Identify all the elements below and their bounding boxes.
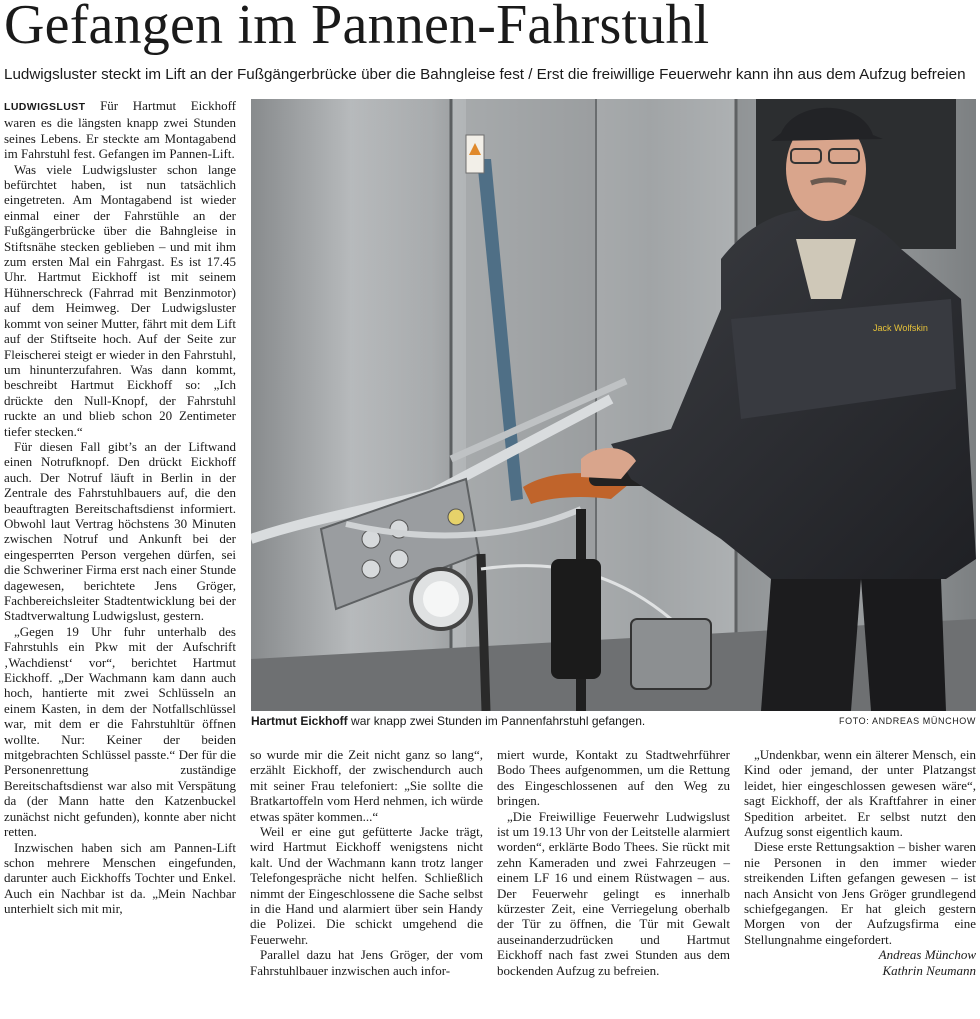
svg-text:Jack Wolfskin: Jack Wolfskin: [873, 323, 928, 333]
paragraph: Parallel dazu hat Jens Gröger, der vom Fahrstuhlbauer inzwischen auch infor-: [250, 947, 483, 978]
paragraph: Inzwischen haben sich am Pannen-Lift schon mehrere Menschen eingefunden, darunter auch Eickhoffs Tochter und Enkel. Auch ein Nachbar ist da. „Mein Nachbar unterhielt sich mit mir,: [4, 839, 236, 917]
elevator-photo: [251, 99, 976, 711]
dateline: LUDWIGSLUST: [4, 101, 86, 113]
paragraph: „Gegen 19 Uhr fuhr unterhalb des Fahrstuhls ein Pkw mit der Aufschrift ‚Wachdienst‘ vor“, berichtet Hartmut Eickhoff. „Der Wachmann kam dann auch hoch, hantierte mit zwei Schlüsseln an einem Kasten, in dem der Notfallschlüssel war, mit dem er die Fahrstuhltür öffnen wollte. Nur: Keiner der beiden mitgebrachten Schlüssel passte.“ Der für die Personenrettung zuständige Bereitschaftsdienst war also mit Verspätung da (der Mann hatte den Katzenbuckel zunächst nicht gefunden), konnte aber nicht retten.: [4, 623, 236, 840]
byline-author-2: Kathrin Neumann: [882, 962, 976, 978]
paragraph: Weil er eine gut gefütterte Jacke trägt, wird Hartmut Eickhoff wenigstens nicht kalt. Und der Wachmann kann trotz langer Telefongespräche nicht helfen. Schließlich nimmt der Eingeschlossene die Sache selbst in die Hand und alarmiert über sein Handy die Polizei. Die schickt umgehend die Feuerwehr.: [250, 824, 483, 947]
paragraph: [4, 98, 236, 162]
paragraph: miert wurde, Kontakt zu Stadtwehrführer Bodo Thees aufgenommen, um die Rettung des Eingeschlossenen auf den Weg zu bringen.: [497, 747, 730, 809]
article-column-2: [250, 747, 483, 978]
paragraph: so wurde mir die Zeit nicht ganz so lang“, erzählt Eickhoff, der zwischendurch auch mit seiner Frau telefoniert: „Sie sollte die Bratkartoffeln vom Herd nehmen, ich würde etwas später kommen...“: [250, 747, 483, 824]
caption-text: war knapp zwei Stunden im Pannenfahrstuhl gefangen.: [347, 714, 646, 728]
byline-author-1: Andreas Münchow: [878, 947, 976, 963]
paragraph: Diese erste Rettungsaktion – bisher waren nie Personen in den immer wieder streikenden Liften gefangen gewesen – ist nach Ansicht von Jens Gröger grundlegend schiefgegangen. Er hat gleich gestern Morgen von der Aufzugsfirma eine Stellungnahme eingefordert.: [744, 839, 976, 947]
caption-name: Hartmut Eickhoff: [251, 714, 348, 728]
paragraph: Für diesen Fall gibt’s an der Liftwand einen Notrufknopf. Den drückt Eickhoff auch. Der Notruf läuft in Berlin in der Zentrale des Fahrstuhlbauers auf, die den beauftragten Bereitschaftsdienst informiert. Obwohl laut Vertrag höchstens 30 Minuten zwischen Notruf und Ankunft bei der eingesperrten Person vergehen dürfen, sei die Schweriner Firma erst nach einer Stunde dagewesen, berichtete Jens Gröger, Fachbereichsleiter Stadtentwicklung bei der Stadtverwaltung Ludwigslust, gestern.: [4, 438, 236, 624]
headline: Gefangen im Pannen-Fahrstuhl: [4, 0, 710, 56]
photo-credit: FOTO: ANDREAS MÜNCHOW: [839, 716, 976, 726]
photo-caption: [251, 712, 976, 730]
paragraph: „Undenkbar, wenn ein älterer Mensch, ein Kind oder jemand, der unter Platzangst leidet, hier eingeschlossen gewesen wäre“, sagt Eickhoff, der als Kraftfahrer in einer Spedition arbeitet. Er selbst nutzt den Aufzug sonst eigentlich kaum.: [744, 747, 976, 840]
elevator-photo-icon: [251, 99, 976, 711]
paragraph-text: Für Hartmut Eickhoff waren es die längsten knapp zwei Stunden seines Lebens. Er steckte am Montagabend im Fahrstuhl fest. Gefangen im Pannen-Lift.: [4, 98, 236, 162]
paragraph: Was viele Ludwigsluster schon lange befürchtet haben, ist nun tatsächlich eingetreten. Am Montagabend ist wieder einmal einer der Fahrstühle an der Fußgängerbrücke über die Bahngleise in Stiftsnähe stecken geblieben – und mit ihm zum ersten Mal ein Fahrgast. Es ist 17.45 Uhr. Hartmut Eickhoff ist mit seinem Hühnerschreck (Fahrrad mit Benzinmotor) auf dem Heimweg. Der Ludwigsluster kommt von seiner Mutter, fährt mit dem Lift auf der Stiftseite hoch. Auf der Seite zur Fleischerei steigt er wieder in den Fahrstuhl, um hinunterzufahren. Was dann kommt, beschreibt Hartmut Eickhoff so: „Ich drückte den Null-Knopf, der Fahrstuhl ruckte an und blieb schon 20 Zentimeter tiefer stecken.“: [4, 161, 236, 439]
article-column-1: [4, 98, 236, 917]
article-column-4: [744, 747, 976, 978]
paragraph: „Die Freiwillige Feuerwehr Ludwigslust ist um 19.13 Uhr von der Leitstelle alarmiert worden“, erklärte Bodo Thees. Sie rückt mit zehn Kameraden und zwei Fahrzeugen – einem LF 16 und einem Rüstwagen – aus. Der Feuerwehr gelingt es innerhalb kürzester Zeit, eine Verriegelung oberhalb der Tür zu öffnen, die Tür mit Gewalt auseinanderzudrücken und Hartmut Eickhoff nach fast zwei Stunden aus dem bockenden Aufzug zu befreien.: [497, 808, 730, 978]
article-column-3: [497, 747, 730, 978]
subheadline: Ludwigsluster steckt im Lift an der Fußgängerbrücke über die Bahngleise fest / Erst die freiwillige Feuerwehr kann ihn aus dem Aufzug befreien: [4, 66, 966, 83]
